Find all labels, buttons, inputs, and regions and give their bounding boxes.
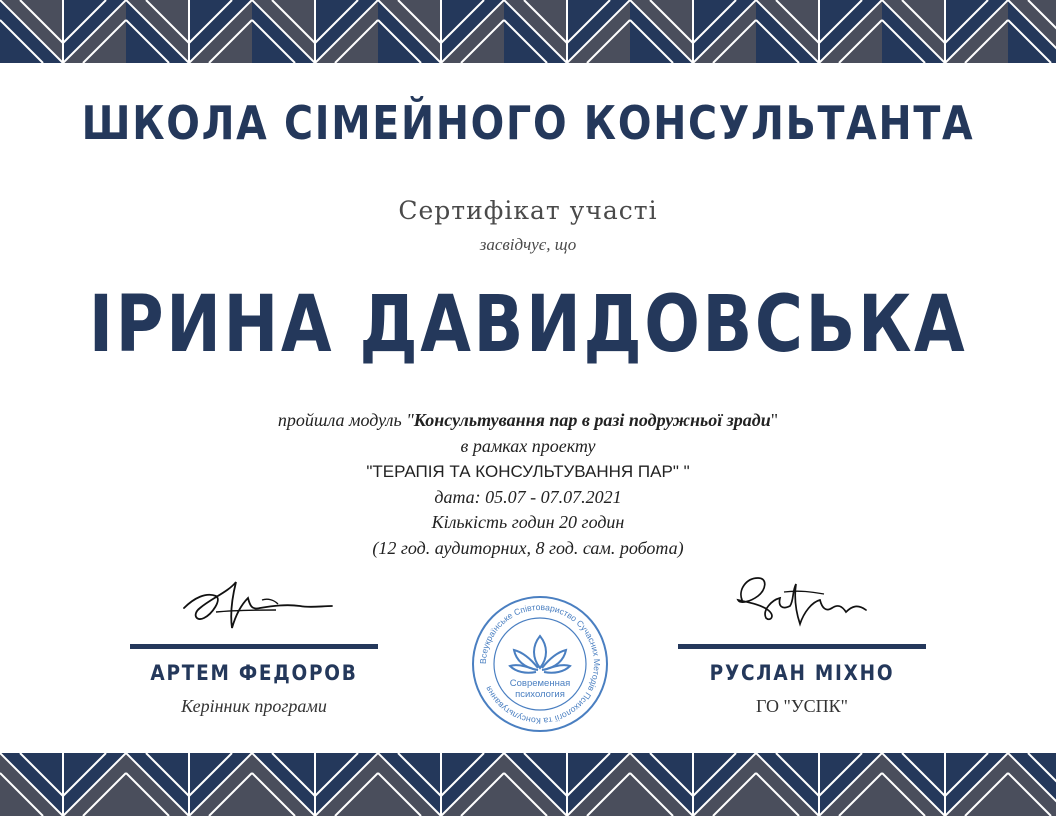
certificate-type: Сертифікат участі (398, 196, 658, 225)
details-block (0, 408, 1056, 561)
top-pattern-band (0, 0, 1056, 63)
hours-line: Кількість годин 20 годин (431, 512, 625, 532)
bottom-pattern-band (0, 753, 1056, 816)
top-pattern-svg (0, 0, 1056, 63)
module-suffix: " (770, 410, 779, 430)
recipient-name: ІРИНА ДАВИДОВСЬКА (88, 280, 968, 370)
seal-center-line2: психология (515, 689, 565, 700)
project-prefix: в рамках проекту (460, 435, 596, 456)
module-name: Консультування пар в разі подружньої зради (413, 410, 771, 430)
module-prefix: пройшла модуль " (277, 410, 414, 430)
signatory-role-left: Керінник програми (181, 696, 327, 716)
signatory-name-right: РУСЛАН МІХНО (709, 661, 895, 685)
signature-left (176, 570, 376, 640)
organization-seal (470, 594, 610, 734)
certifies-text: засвідчує, що (479, 235, 577, 254)
seal-center-line1: Современная (509, 678, 571, 689)
module-line (0, 408, 1056, 434)
school-title: ШКОЛА СІМЕЙНОГО КОНСУЛЬТАНТА (81, 96, 975, 150)
signatory-role-right: ГО "УСПК" (756, 696, 848, 716)
date-line: дата: 05.07 - 07.07.2021 (434, 486, 622, 507)
seal-ring-text: Всеукраїнське Співтовариство Сучасних Методів Психології та Консультування (477, 601, 603, 727)
signature-line-right (678, 644, 926, 649)
signatory-name-left: АРТЕМ ФЕДОРОВ (150, 661, 358, 685)
signature-right (720, 570, 920, 640)
bottom-pattern-svg (0, 753, 1056, 816)
signature-line-left (130, 644, 378, 649)
project-name: "ТЕРАПІЯ ТА КОНСУЛЬТУВАННЯ ПАР" " (366, 462, 690, 481)
hours-breakdown: (12 год. аудиторних, 8 год. сам. робота) (372, 537, 684, 558)
